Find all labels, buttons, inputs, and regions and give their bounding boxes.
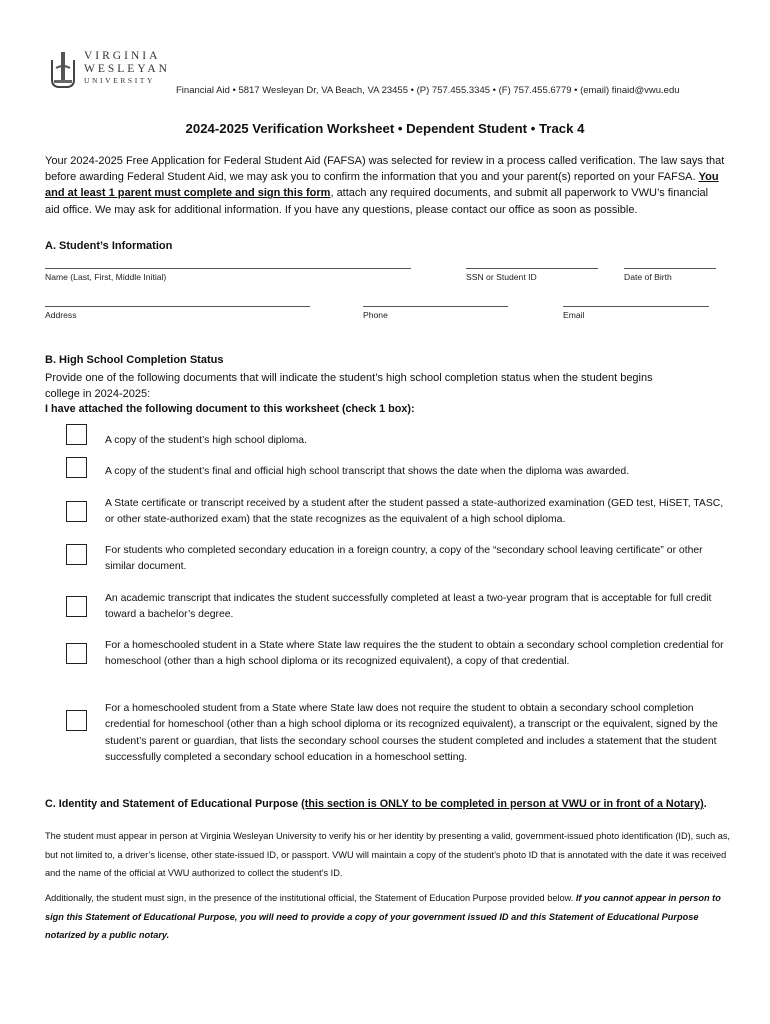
section-c-heading — [45, 798, 735, 810]
section-b-heading: B. High School Completion Status — [45, 354, 224, 366]
option-checkbox-7[interactable] — [66, 710, 87, 731]
page-title: 2024-2025 Verification Worksheet • Dependent Student • Track 4 — [185, 121, 585, 136]
section-c-note: (this section is ONLY to be completed in person at VWU or in front of a Notary) — [301, 798, 704, 810]
name-label: Name (Last, First, Middle Initial) — [45, 272, 167, 282]
option-text-5: An academic transcript that indicates the student successfully completed at least a two-year program that is acceptable for full credit toward a bachelor’s degree. — [105, 593, 712, 621]
logo-line-university: UNIVERSITY — [84, 76, 155, 85]
option-text-6: For a homeschooled student in a State where State law requires the the student to obtain a secondary school completion credential for homeschool (other than a high school diploma or its recognized equivalent), a copy of that credential. — [105, 640, 724, 668]
option-checkbox-2[interactable] — [66, 457, 87, 478]
logo-line-wesleyan: WESLEYAN — [84, 63, 170, 75]
phone-field[interactable] — [363, 306, 508, 307]
logo-emblem-icon — [48, 50, 78, 90]
option-text-3: A State certificate or transcript received by a student after the student passed a state-authorized examination (GED test, HiSET, TASC, or other state-authorized exam) that the state recognizes as the equivalent of a high school diploma. — [105, 498, 724, 526]
intro-paragraph — [45, 153, 725, 218]
intro-emphasis: You and at least 1 parent must complete and sign this form — [45, 171, 719, 200]
name-field[interactable] — [45, 268, 411, 269]
address-field[interactable] — [45, 306, 310, 307]
section-c-paragraph-2 — [45, 889, 735, 945]
section-c-title: C. Identity and Statement of Educational Purpose — [45, 798, 302, 810]
logo-line-virginia: VIRGINIA — [84, 50, 161, 62]
address-label: Address — [45, 310, 77, 320]
section-c-para2-emphasis: If you cannot appear in person to sign this Statement of Educational Purpose, you will need to provide a copy of your government issued ID and this Statement of Educational Purpose notarized by a public notary. — [45, 893, 721, 941]
option-checkbox-5[interactable] — [66, 596, 87, 617]
option-checkbox-3[interactable] — [66, 501, 87, 522]
intro-text-1: Your 2024-2025 Free Application for Federal Student Aid (FAFSA) was selected for review in a process called verification. The law says that before awarding Federal Student Aid, we may ask you to confirm the information that you and your parent(s) reported on your FAFSA. — [45, 155, 725, 184]
option-text-2: A copy of the student’s final and official high school transcript that shows the date when the diploma was awarded. — [105, 466, 630, 477]
university-logo — [48, 50, 168, 92]
section-a-heading: A. Student’s Information — [45, 240, 173, 252]
option-checkbox-6[interactable] — [66, 643, 87, 664]
phone-label: Phone — [363, 310, 388, 320]
section-c-paragraph-1: The student must appear in person at Virginia Wesleyan University to verify his or her identity by presenting a valid, government-issued photo identification (ID), such as, but not limited to, a driver’s license, other state-issued ID, or passport. VWU will maintain a copy of the student’s photo ID that is annotated with the date it was received and the name of the official at VWU authorized to collect the student’s ID. — [45, 831, 730, 879]
option-checkbox-1[interactable] — [66, 424, 87, 445]
section-b-instruction: I have attached the following document to this worksheet (check 1 box): — [45, 403, 415, 415]
option-checkbox-4[interactable] — [66, 544, 87, 565]
contact-line: Financial Aid • 5817 Wesleyan Dr, VA Beach, VA 23455 • (P) 757.455.3345 • (F) 757.455.6779 • (email) finaid@vwu.edu — [176, 85, 680, 96]
ssn-label: SSN or Student ID — [466, 272, 537, 282]
email-label: Email — [563, 310, 585, 320]
option-text-4: For students who completed secondary education in a foreign country, a copy of the “secondary school leaving certificate” or other similar document. — [105, 545, 703, 573]
section-c-end: . — [703, 798, 707, 810]
section-c-para2-text: Additionally, the student must sign, in the presence of the institutional official, the Statement of Education Purpose provided below. — [45, 893, 576, 903]
section-b-prompt: Provide one of the following documents that will indicate the student’s high school completion status when the student begins college in 2024-2025: — [45, 372, 653, 400]
ssn-field[interactable] — [466, 268, 598, 269]
option-text-1: A copy of the student’s high school diploma. — [105, 435, 307, 446]
dob-label: Date of Birth — [624, 272, 672, 282]
intro-text-2: , attach any required documents, and submit all paperwork to VWU’s financial aid office. We may ask for additional information. If you have any questions, please contact our office as soon as possible. — [45, 187, 709, 216]
email-field[interactable] — [563, 306, 709, 307]
option-text-7: For a homeschooled student from a State where State law does not require the student to obtain a secondary school completion credential for homeschool (other than a high school diploma or its recognized equivalent), a transcript or the equivalent, signed by the student’s parent or guardian, that lists the secondary school courses the student completed and includes a statement that the student successfully completed a secondary school education in a homeschool setting. — [105, 703, 718, 764]
dob-field[interactable] — [624, 268, 716, 269]
